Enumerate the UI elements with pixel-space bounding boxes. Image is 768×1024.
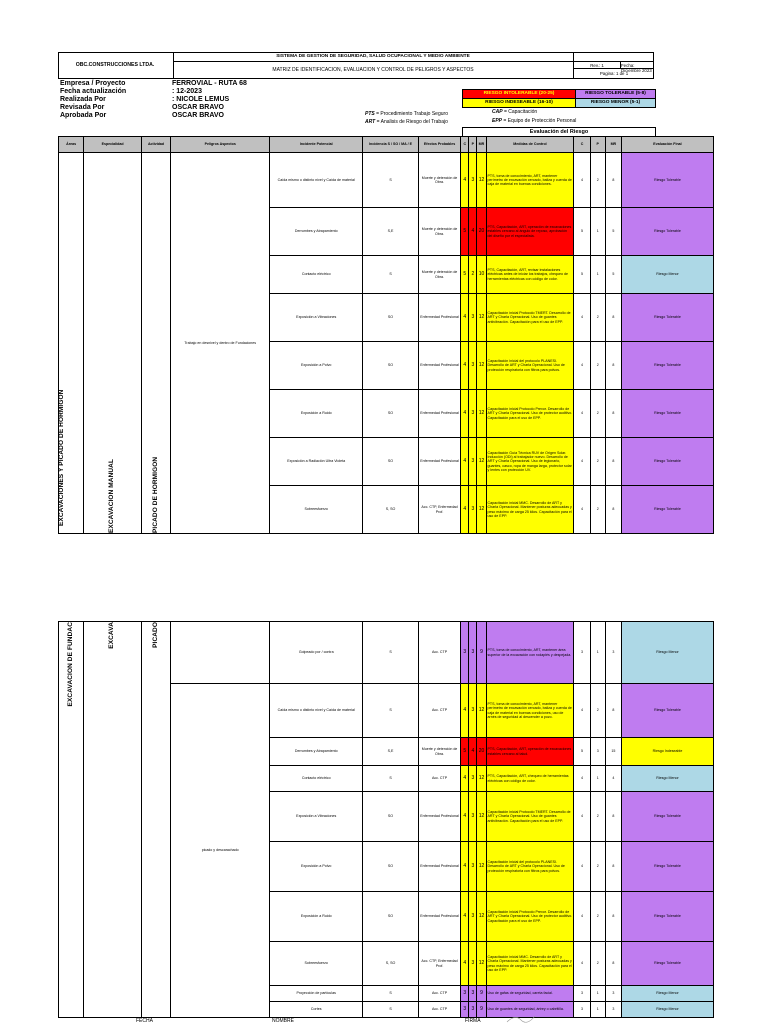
incidente-cell: Derrumbes y Atrapamiento <box>270 738 363 766</box>
medidas-cell: PTS, toma de conocimiento, ART, mantener perímetro de excavación cercado, baliza y cuerda de caja de material en buenas condiciones, uso de arnés de seguridad al descender a pozo. <box>486 684 574 738</box>
incidencia-cell: S, SO <box>363 942 419 986</box>
evaluacion-cell: Riesgo Menor <box>621 256 713 294</box>
p2-cell: 1 <box>590 208 605 256</box>
p2-cell: 2 <box>590 942 605 986</box>
abbrev-cap: CAP = Capacitación <box>492 109 538 115</box>
evaluacion-cell: Riesgo Tolerable <box>621 892 713 942</box>
efecto-cell: Enfermedad Profesional <box>418 294 460 342</box>
incidente-cell: Contacto eléctrico <box>270 256 363 294</box>
actividad-label: PICADO <box>151 622 159 648</box>
revision-label: Rev.: 1 <box>590 63 604 68</box>
medidas-cell: PTS, toma de conocimiento, ART, mantener área superior de la excavación con rodapiés y despejada. <box>486 622 574 684</box>
p2-cell: 1 <box>590 986 605 1002</box>
medidas-cell: Capacitación Guía Técnica RUV de Origen Solar. Inducción (ODI) al trabajador nuevo. Desarrollo de ART y Charla Operacional. Uso de legionario, guantes, casco, ropa de manga larga, protector solar y lentes con protección UV. <box>486 438 574 486</box>
incidente-cell: Caída mismo o distinto nivel y Caída de material <box>270 153 363 208</box>
c-cell: 4 <box>461 766 469 792</box>
evaluacion-cell: Riesgo Tolerable <box>621 208 713 256</box>
incidente-cell: Contacto eléctrico <box>270 766 363 792</box>
mr2-cell: 5 <box>605 256 621 294</box>
p-cell: 2 <box>469 256 477 294</box>
efecto-cell: Acc. CTP <box>418 1002 460 1018</box>
legend-tolerable: RIESGO TOLERABLE (5-8) <box>575 89 656 99</box>
incidente-cell: Exposición a Radiación Ultra Violeta <box>270 438 363 486</box>
col-evaluacion: Evaluación Final <box>621 137 713 153</box>
efecto-cell: Muerte y detención de Obra. <box>418 738 460 766</box>
incidencia-cell: SO <box>363 792 419 842</box>
incidencia-cell: S <box>363 986 419 1002</box>
table-header-row <box>59 137 714 153</box>
c2-cell: 4 <box>574 153 590 208</box>
medidas-cell: Capacitación inicial Protocolo Prexor. Desarrollo de ART y Charla Operacional. Uso de protector auditivo. Capacitación para el uso de EPP. <box>486 390 574 438</box>
evaluacion-cell: Riesgo Indeseable <box>621 738 713 766</box>
c2-cell: 5 <box>574 738 590 766</box>
abbrev-art: ART = Analisis de Riesgo del Trabajo <box>365 119 448 125</box>
p2-cell: 2 <box>590 684 605 738</box>
c2-cell: 3 <box>574 1002 590 1018</box>
legend-intolerable: RIESGO INTOLERABLE (20-25) <box>462 89 576 99</box>
col-mr2: MR <box>605 137 621 153</box>
medidas-cell: Uso de gafas de seguridad, careta facial. <box>486 986 574 1002</box>
incidencia-cell: SO <box>363 342 419 390</box>
efecto-cell: Acc. CTP <box>418 766 460 792</box>
peligro-empty-cell <box>171 622 270 684</box>
mr2-cell: 15 <box>605 738 621 766</box>
abbrev-pts: PTS = Procedimiento Trabajo Seguro <box>365 111 448 117</box>
especialidad-cell <box>84 622 142 1018</box>
col-especialidad: Especialidad <box>84 137 142 153</box>
mr2-cell: 8 <box>605 438 621 486</box>
evaluacion-cell: Riesgo Tolerable <box>621 942 713 986</box>
mr2-cell: 8 <box>605 684 621 738</box>
medidas-cell: Capacitación inicial MMC. Desarrollo de ART y Charla Operacional. Mantener posturas adecuadas y peso máximo de carga 25 kilos. Capacitación para el uso de EPP. <box>486 486 574 534</box>
footer-firma: FIRMA <box>465 1018 481 1024</box>
mr-cell: 9 <box>477 1002 486 1018</box>
evaluacion-cell: Riesgo Tolerable <box>621 684 713 738</box>
c2-cell: 4 <box>574 892 590 942</box>
c-cell: 3 <box>461 1002 469 1018</box>
peligro-cell: Trabajo en desnivel y dentro de Fundaciones <box>171 153 270 534</box>
p2-cell: 1 <box>590 622 605 684</box>
incidencia-cell: S,E <box>363 738 419 766</box>
col-mr: MR <box>477 137 486 153</box>
c2-cell: 4 <box>574 792 590 842</box>
mr2-cell: 8 <box>605 486 621 534</box>
incidente-cell: Caída mismo o distinto nivel y Caída de material <box>270 684 363 738</box>
p2-cell: 2 <box>590 792 605 842</box>
actividad-cell <box>141 622 170 1018</box>
col-efectos: Efectos Probables <box>418 137 460 153</box>
efecto-cell: Muerte y detención de Obra. <box>418 256 460 294</box>
incidente-cell: Cortes <box>270 1002 363 1018</box>
mr2-cell: 8 <box>605 842 621 892</box>
c2-cell: 4 <box>574 766 590 792</box>
mr2-cell: 8 <box>605 892 621 942</box>
mr2-cell: 8 <box>605 294 621 342</box>
medidas-cell: PTS, Capacitación, ART, revisar instalaciones eléctricas antes de iniciar los trabajos, chequeo de herramientas eléctricas con código de color. <box>486 256 574 294</box>
pages-label: Pagina: 1 de 1 <box>599 71 629 76</box>
efecto-cell: Acc. CTP <box>418 986 460 1002</box>
p-cell: 3 <box>469 766 477 792</box>
efecto-cell: Enfermedad Profesional <box>418 342 460 390</box>
efecto-cell: Enfermedad Profesional <box>418 842 460 892</box>
mr-cell: 12 <box>477 684 486 738</box>
info-row: Revisada Por OSCAR BRAVO <box>60 104 224 111</box>
efecto-cell: Acc. CTP, Enfermedad Prof. <box>418 942 460 986</box>
footer-fecha: FECHA <box>136 1018 153 1024</box>
incidente-cell: Derrumbes y Atrapamiento <box>270 208 363 256</box>
c2-cell: 4 <box>574 294 590 342</box>
mr2-cell: 4 <box>605 766 621 792</box>
p-cell: 3 <box>469 486 477 534</box>
col-medidas: Medidas de Control <box>486 137 574 153</box>
incidencia-cell: SO <box>363 892 419 942</box>
p2-cell: 1 <box>590 766 605 792</box>
mr2-cell: 3 <box>605 1002 621 1018</box>
incidente-cell: Proyección de partículas <box>270 986 363 1002</box>
col-c2: C <box>574 137 590 153</box>
p2-cell: 2 <box>590 342 605 390</box>
medidas-cell: PTS, Capacitación, ART, chequeo de herramientas eléctricas con código de color. <box>486 766 574 792</box>
c-cell: 4 <box>461 438 469 486</box>
evaluacion-cell: Riesgo Tolerable <box>621 342 713 390</box>
legend-menor: RIESGO MENOR (5-1) <box>575 98 656 108</box>
peligro-cell: picado y descarachado <box>171 684 270 1018</box>
project-info <box>60 80 247 120</box>
efecto-cell: Enfermedad Profesional <box>418 792 460 842</box>
c-cell: 5 <box>461 208 469 256</box>
area-cell <box>59 153 84 534</box>
risk-table-1 <box>58 136 714 534</box>
c2-cell: 3 <box>574 986 590 1002</box>
evaluacion-cell: Riesgo Tolerable <box>621 294 713 342</box>
p-cell: 3 <box>469 842 477 892</box>
mr-cell: 12 <box>477 486 486 534</box>
p-cell: 4 <box>469 208 477 256</box>
footer-nombre: NOMBRE <box>272 1018 294 1024</box>
incidente-cell: Exposición a Ruido <box>270 892 363 942</box>
c2-cell: 4 <box>574 684 590 738</box>
info-row: Aprobada Por OSCAR BRAVO <box>60 112 224 119</box>
table-row <box>59 153 714 208</box>
col-p2: P <box>590 137 605 153</box>
medidas-cell: Capacitación inicial Protocolo TMERT. Desarrollo de ART y Charla Operacional. Uso de guantes antivibración. Capacitación para el uso de EPP. <box>486 294 574 342</box>
eval-title: Evaluación del Riesgo <box>462 127 656 136</box>
col-incidencia: Incidencia S / SO / MA / E <box>363 137 419 153</box>
actividad-cell <box>141 153 170 534</box>
p2-cell: 2 <box>590 486 605 534</box>
efecto-cell: Enfermedad Profesional <box>418 438 460 486</box>
medidas-cell: Capacitación inicial MMC. Desarrollo de ART y Charla Operacional. Mantener posturas adecuadas y peso máximo de carga 25 kilos. Capacitación para el uso de EPP. <box>486 942 574 986</box>
incidencia-cell: S <box>363 1002 419 1018</box>
mr-cell: 12 <box>477 342 486 390</box>
actividad-label: PICADO DE HORMIGON <box>151 456 159 533</box>
incidencia-cell: SO <box>363 842 419 892</box>
especialidad-cell <box>84 153 142 534</box>
incidente-cell: Exposición a Ruido <box>270 390 363 438</box>
evaluacion-cell: Riesgo Menor <box>621 766 713 792</box>
mr2-cell: 8 <box>605 942 621 986</box>
p-cell: 3 <box>469 153 477 208</box>
p-cell: 3 <box>469 792 477 842</box>
incidencia-cell: SO <box>363 294 419 342</box>
p-cell: 3 <box>469 342 477 390</box>
efecto-cell: Muerte y detención de Obra. <box>418 208 460 256</box>
c2-cell: 4 <box>574 342 590 390</box>
incidencia-cell: SO <box>363 438 419 486</box>
p-cell: 3 <box>469 438 477 486</box>
evaluacion-cell: Riesgo Tolerable <box>621 842 713 892</box>
c2-cell: 4 <box>574 842 590 892</box>
p-cell: 3 <box>469 942 477 986</box>
signature-mark <box>505 1012 545 1024</box>
c-cell: 3 <box>461 622 469 684</box>
medidas-cell: Capacitación inicial Protocolo TMERT. Desarrollo de ART y Charla Operacional. Uso de guantes antivibración. Capacitación para el uso de EPP. <box>486 792 574 842</box>
mr-cell: 9 <box>477 622 486 684</box>
p-cell: 4 <box>469 738 477 766</box>
incidente-cell: Exposición a Vibraciones <box>270 792 363 842</box>
evaluacion-cell: Riesgo Menor <box>621 1002 713 1018</box>
c-cell: 4 <box>461 342 469 390</box>
evaluacion-cell: Riesgo Tolerable <box>621 486 713 534</box>
c-cell: 3 <box>461 986 469 1002</box>
mr2-cell: 8 <box>605 390 621 438</box>
area-label: EXCAVACIONES Y PICADO DE HORMIGON <box>58 389 65 527</box>
c-cell: 4 <box>461 390 469 438</box>
c-cell: 5 <box>461 256 469 294</box>
medidas-cell: Uso de guantes de seguridad, ártrey o cabritilla. <box>486 1002 574 1018</box>
evaluacion-cell: Riesgo Menor <box>621 986 713 1002</box>
c-cell: 4 <box>461 942 469 986</box>
c2-cell: 4 <box>574 438 590 486</box>
mr-cell: 12 <box>477 842 486 892</box>
incidente-cell: Golpeado por / contra <box>270 622 363 684</box>
efecto-cell: Acc. CTP <box>418 622 460 684</box>
col-areas: Áreas <box>59 137 84 153</box>
mr-cell: 12 <box>477 942 486 986</box>
col-p: P <box>469 137 477 153</box>
c-cell: 4 <box>461 153 469 208</box>
c2-cell: 4 <box>574 390 590 438</box>
incidente-cell: Sobreesfuerzo <box>270 486 363 534</box>
mr-cell: 12 <box>477 294 486 342</box>
c-cell: 4 <box>461 486 469 534</box>
medidas-cell: Capacitación inicial del protocolo PLANESI. Desarrollo de ART y Charla Operacional. Uso de protección respiratoria con filtros para polvos. <box>486 342 574 390</box>
especialidad-label: EXCAVACION MANUAL <box>108 458 116 533</box>
incidencia-cell: SO <box>363 390 419 438</box>
p2-cell: 2 <box>590 294 605 342</box>
medidas-cell: PTS, Capacitación, ART, operación de excavaciones estables cercano al ángulo de reposo, aprobación del diseño por el especialista. <box>486 208 574 256</box>
incidencia-cell: S <box>363 153 419 208</box>
incidente-cell: Exposición a Polvo <box>270 842 363 892</box>
c-cell: 4 <box>461 792 469 842</box>
matrix-title: MATRIZ DE IDENTIFICACION, EVALUACION Y CONTROL DE PELIGROS Y ASPECTOS <box>272 67 474 73</box>
c2-cell: 5 <box>574 208 590 256</box>
mr2-cell: 3 <box>605 622 621 684</box>
col-peligros: Peligros Aspectos <box>171 137 270 153</box>
incidente-cell: Exposición a Polvo <box>270 342 363 390</box>
p-cell: 3 <box>469 294 477 342</box>
medidas-cell: Capacitación inicial Protocolo Prexor. Desarrollo de ART y Charla Operacional. Uso de protector auditivo. Capacitación para el uso de EPP. <box>486 892 574 942</box>
abbrev-epp: EPP = Equipo de Protección Personal <box>492 118 577 124</box>
evaluacion-cell: Riesgo Tolerable <box>621 390 713 438</box>
mr-cell: 20 <box>477 208 486 256</box>
efecto-cell: Acc. CTP, Enfermedad Prof. <box>418 486 460 534</box>
table-row <box>59 622 714 684</box>
medidas-cell: Capacitación inicial del protocolo PLANESI. Desarrollo de ART y Charla Operacional. Uso de protección respiratoria con filtros para polvos. <box>486 842 574 892</box>
evaluacion-cell: Riesgo Tolerable <box>621 792 713 842</box>
p2-cell: 1 <box>590 1002 605 1018</box>
p-cell: 3 <box>469 892 477 942</box>
mr-cell: 10 <box>477 256 486 294</box>
mr2-cell: 8 <box>605 792 621 842</box>
p2-cell: 1 <box>590 256 605 294</box>
company-name: OBC.CONSTRUCCIONES LTDA. <box>75 62 155 68</box>
c-cell: 5 <box>461 738 469 766</box>
col-c: C <box>461 137 469 153</box>
p2-cell: 3 <box>590 738 605 766</box>
info-row: Empresa / Proyecto FERROVIAL - RUTA 68 <box>60 80 247 87</box>
col-actividad: Actividad <box>141 137 170 153</box>
p2-cell: 2 <box>590 438 605 486</box>
efecto-cell: Enfermedad Profesional <box>418 390 460 438</box>
efecto-cell: Enfermedad Profesional <box>418 892 460 942</box>
c-cell: 4 <box>461 294 469 342</box>
mr-cell: 12 <box>477 792 486 842</box>
incidencia-cell: S,E <box>363 208 419 256</box>
p-cell: 3 <box>469 684 477 738</box>
p-cell: 3 <box>469 986 477 1002</box>
incidente-cell: Sobreesfuerzo <box>270 942 363 986</box>
risk-table-2 <box>58 621 714 1018</box>
mr-cell: 12 <box>477 892 486 942</box>
c2-cell: 5 <box>574 256 590 294</box>
p2-cell: 2 <box>590 390 605 438</box>
mr2-cell: 5 <box>605 208 621 256</box>
mr-cell: 20 <box>477 738 486 766</box>
mr-cell: 9 <box>477 986 486 1002</box>
medidas-cell: PTS, toma de conocimiento, ART, mantener perímetro de excavación cercado, baliza y cuerda de caja de material en buenas condiciones. <box>486 153 574 208</box>
incidencia-cell: S <box>363 622 419 684</box>
p2-cell: 2 <box>590 153 605 208</box>
efecto-cell: Acc. CTP <box>418 684 460 738</box>
mr-cell: 12 <box>477 438 486 486</box>
mr-cell: 12 <box>477 766 486 792</box>
p-cell: 3 <box>469 622 477 684</box>
evaluacion-cell: Riesgo Tolerable <box>621 153 713 208</box>
incidencia-cell: S <box>363 684 419 738</box>
incidencia-cell: S <box>363 766 419 792</box>
especialidad-label: EXCAVA <box>108 622 116 649</box>
c2-cell: 4 <box>574 942 590 986</box>
c2-cell: 4 <box>574 486 590 534</box>
c2-cell: 3 <box>574 622 590 684</box>
p-cell: 3 <box>469 390 477 438</box>
evaluacion-cell: Riesgo Tolerable <box>621 438 713 486</box>
mr-cell: 12 <box>477 390 486 438</box>
incidencia-cell: S <box>363 256 419 294</box>
mr2-cell: 3 <box>605 986 621 1002</box>
mr2-cell: 8 <box>605 153 621 208</box>
medidas-cell: PTS, Capacitación, ART, operación de excavaciones estables cercano al talud. <box>486 738 574 766</box>
col-incidente: Incidente Potencial <box>270 137 363 153</box>
info-row: Realizada Por : NICOLE LEMUS <box>60 96 230 103</box>
p2-cell: 2 <box>590 842 605 892</box>
area-cell <box>59 622 84 1018</box>
date-label: Fecha: Diciembre 2023 <box>621 63 652 73</box>
mr-cell: 12 <box>477 153 486 208</box>
info-row: Fecha actualización : 12-2023 <box>60 88 202 95</box>
c-cell: 4 <box>461 684 469 738</box>
incidente-cell: Exposición a Vibraciones <box>270 294 363 342</box>
c-cell: 4 <box>461 892 469 942</box>
area-label: EXCAVACION DE FUNDAC <box>67 622 75 707</box>
evaluacion-cell: Riesgo Menor <box>621 622 713 684</box>
mr2-cell: 8 <box>605 342 621 390</box>
c-cell: 4 <box>461 842 469 892</box>
p-cell: 3 <box>469 1002 477 1018</box>
efecto-cell: Muerte y detención de Obra. <box>418 153 460 208</box>
legend-indeseable: RIESGO INDESEABLE (16-10) <box>462 98 576 108</box>
p2-cell: 2 <box>590 892 605 942</box>
system-title: SISTEMA DE GESTION DE SEGURIDAD, SALUD OCUPACIONAL Y MEDIO AMBIENTE <box>276 54 470 59</box>
incidencia-cell: S, SO <box>363 486 419 534</box>
